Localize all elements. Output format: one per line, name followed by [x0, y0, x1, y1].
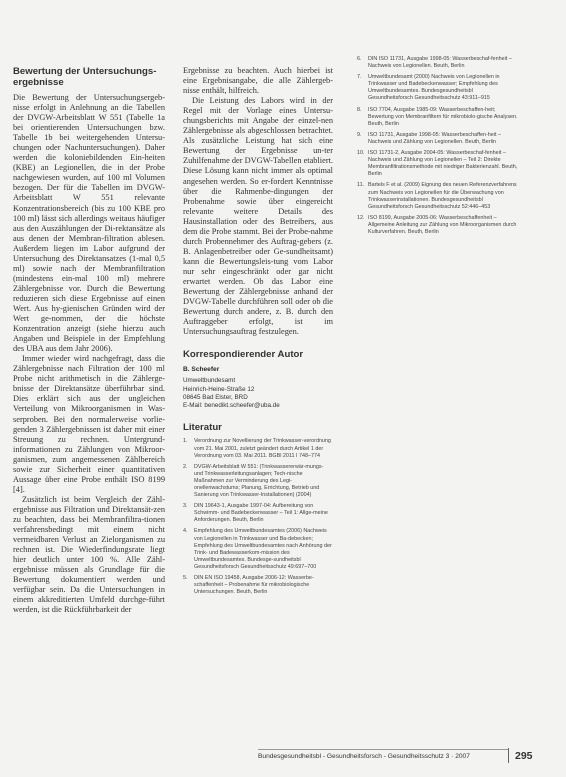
address-line: 08645 Bad Elster, BRD	[183, 393, 248, 401]
paragraph: Ergebnisse zu beachten. Auch hierbei ist eine Ergebnisangabe, die alle Zählergeb-nisse enthält, hilfreich.	[183, 66, 333, 96]
reference-item: 3. DIN 19643-1, Ausgabe 1997-04: Aufbereitung von Schwimm- und Badebeckenwasser – Teil 1: Allge-meine Anforderungen. Beuth, Berlin	[183, 503, 328, 524]
reference-item: 10. ISO 11731-2, Ausgabe 2004-05: Wasserbeschaf-fenheit – Nachweis und Zählung von Legionellen – Teil 2: Direkte Membranfiltrationsmethode mit niedriger Bakterienzahl. Beuth, Berlin	[357, 150, 518, 178]
footer-divider	[508, 748, 509, 763]
address-line: Heinrich-Heine-Straße 12	[183, 385, 255, 393]
reference-item: 12. ISO 8199, Ausgabe 2005-06: Wasserbeschaffenheit – Allgemeine Anleitung zur Zählung von Mikroorganismen durch Kulturverfahren. Beuth, Berlin	[357, 214, 517, 235]
paragraph: Zusätzlich ist beim Vergleich der Zähl-ergebnisse aus Filtration und Direktansät-zen zu beachten, dass bei Membranfiltra-tionen verfahrensbedingt mit einem nicht vermeidbaren Verlust an Zielorganismen zu rechnen ist. Die Wiederfindungsrate liegt hier deutlich unter 100 %. Alle Zähl-ergebnisse müssen als Grundlage für die Bewertung dokumentiert werden und verfügbar sein. Da die Untersuchungen in einem akkreditierten Umfeld durchge-führt werden, ist die Rückführbarkeit der	[13, 494, 165, 615]
reference-item: 2. DVGW-Arbeitsblatt W 551: (Trinkwassererwär-mungs- und Trinkwasserleitungsanlagen; Tech-nische Maßnahmen zur Verminderung des Legi-onellenwachstums; Planung, Errichtung, Betrieb und Sanierung von Trinkwasser-Installationen) (2004)	[183, 463, 324, 499]
right-column	[357, 56, 519, 240]
paragraph: Immer wieder wird nachgefragt, dass die Zählergebnisse nach Filtration der 100 ml Probe nicht arithmetisch in die Zählerge-bnisse der Direktansätze überführbar sind. Dies erklärt sich aus der ungleichen Verteilung von Mikroorganismen in Was-serproben. Bei den normalerweise vorlie-genden 3 Zählergebnissen ist daher mit einer Streuung zu rechnen. Untergrund-informationen zu Zählungen von Mikroor-ganismen, zum angemessenen Zählbereich sowie zur Sicherheit einer quantitativen Aussage über eine Probe enthält ISO 8199 [4].	[13, 354, 165, 494]
reference-item: 11. Bartels F et al. (2009) Eignung des neuen Referenzverfahrens zum Nachweis von Legionellen für die Überwachung von Trinkwasserinstallationen. Bundesgesundheitsbl Gesundheitsforsch Gesundheitsschutz 52:446–453	[357, 182, 517, 210]
journal-citation: Bundesgesundheitsbl - Gesundheitsforsch - Gesundheitsschutz 3 · 2007	[258, 753, 470, 760]
reference-item: 9. ISO 11731, Ausgabe 1998-05: Wasserbeschaffen-heit – Nachweis und Zählung von Legionellen. Beuth, Berlin	[357, 131, 501, 145]
author-name: B. Scheefer	[183, 366, 220, 374]
footer-rule	[258, 749, 508, 750]
email-link[interactable]: E-Mail: benedikt.scheefer@uba.de	[183, 402, 280, 410]
author-address	[183, 377, 333, 410]
paragraph: Die Bewertung der Untersuchungsergeb-nisse erfolgt in Anlehnung an die Tabellen der DVGW-Arbeitsblatt W 551 (Tabelle 1a bei orientierenden Untersuchungen bzw. Tabelle 1b bei weitergehenden Untersu-chungen oder Nachuntersuchungen). Daher werden die koloniebildenden Ein-heiten (KBE) an Legionellen, die in der Probe nachgewiesen wurden, auf 100 ml Volumen bezogen. Der für die Tabellen im DVGW-Arbeitsblatt W 551 relevante Konzentrationsbereich (bis zu 100 KBE pro 100 ml) lässt sich allerdings weitaus häufiger aus den Auszählungen der Di-rektansätze als aus denen der Membran-filtration ablesen. Außerdem liegen im Labor aufgrund der Untersuchung des Direktansatzes (1-mal 0,5 ml) sowie nach der Membranfiltration (mindestens ein-mal 100 ml) mehrere Zählergebnisse vor. Durch die Bewertung reduzieren sich diese Ergebnisse auf einen Wert. Aus hy-gienischen Gründen wird der Wert ge-nommen, der die höchste Konzentration anzeigt (siehe hierzu auch Angaben und Beispiele in der Empfehlung des UBA aus dem Jahr 2006).	[13, 93, 165, 354]
left-column	[13, 66, 165, 615]
paragraph: Die Leistung des Labors wird in der Regel mit der Vorlage eines Untersu-chungsberichts mit Angabe der einzel-nen Zählergebnisse als abgeschlossen betrachtet. Als zusätzliche Leistung hat sich eine Bewertung der Ergebnisse un-ter Zuhilfenahme der DVGW-Tabellen etabliert. Diese Lösung kann nicht immer als optimal angesehen werden. So er-fordert Kenntnisse über die Rahmenbe-dingungen der Probenahme sowie über eingereicht relevante weitere Details des Hausinstallation oder des Betreibers, aus dem die Probe stammt. Bei der Probe-nahme durch Probennehmer des Auftrag-gebers (z. B. Anlagenbetreiber oder Ge-sundheitsamt) kann die Bewertungsleis-tung vom Labor nur sehr eingeschränkt oder gar nicht erwartet werden. Ob das Labor eine Bewertung der Zählergebnisse anhand der DVGW-Tabelle durchführen soll oder ob die Bewertung durch andere, z. B. durch den Auftraggeber erfolgt, ist im Untersuchungsauftrag festzulegen.	[183, 96, 334, 337]
reference-item: 5. DIN EN ISO 19458, Ausgabe 2006-12: Wasserbe-schaffenheit – Probenahme für mikrobiologische Untersuchungen. Beuth, Berlin	[183, 575, 314, 596]
section-heading: Bewertung der Untersuchungs- ergebnisse	[13, 66, 157, 88]
page-footer	[258, 751, 556, 767]
contact-heading: Korrespondierender Autor	[183, 349, 304, 361]
reference-item: 1. Verordnung zur Novellierung der Trinkwasser-verordnung vom 21. Mai 2001, zuletzt geändert durch Artikel 1 der Verordnung vom 03. Mai 2011. BGBl 2011 I 748–774	[183, 438, 331, 459]
reference-item: 4. Empfehlung des Umweltbundesamtes (2006) Nachweis von Legionellen in Trinkwasser und Ba-debecken; Empfehlung des Umweltbundesamtes nach Anhörung der Trink- und Badewasserkom-mission des Umweltbundesamtes. Bundesge-sundheitsbl Gesundheitsforsch Gesundheitsschutz 49:697–700	[183, 528, 332, 570]
page-number: 295	[515, 750, 533, 762]
reference-list	[183, 438, 333, 596]
literature-heading: Literatur	[183, 422, 222, 434]
reference-item: 8. ISO 7704, Ausgabe 1985-09: Wasserbeschaffen-heit; Bewertung von Membranfiltern für mikrobiolo-gische Analysen. Beuth, Berlin	[357, 106, 518, 127]
reference-item: 7. Umweltbundesamt (2000) Nachweis von Legionellen in Trinkwasser und Badebeckenwasser; Empfehlung des Umweltbundesamtes. Bundesgesundheitsbl Gesundheitsforsch Gesundheitsschutz 43:911–915	[357, 74, 500, 102]
reference-item: 6. DIN ISO 11731, Ausgabe 1998-05: Wasserbeschaf-fenheit – Nachweis von Legionellen. Beuth, Berlin	[357, 56, 512, 70]
middle-column	[183, 66, 333, 600]
reference-list	[357, 56, 519, 236]
address-line: Umweltbundesamt	[183, 377, 236, 385]
